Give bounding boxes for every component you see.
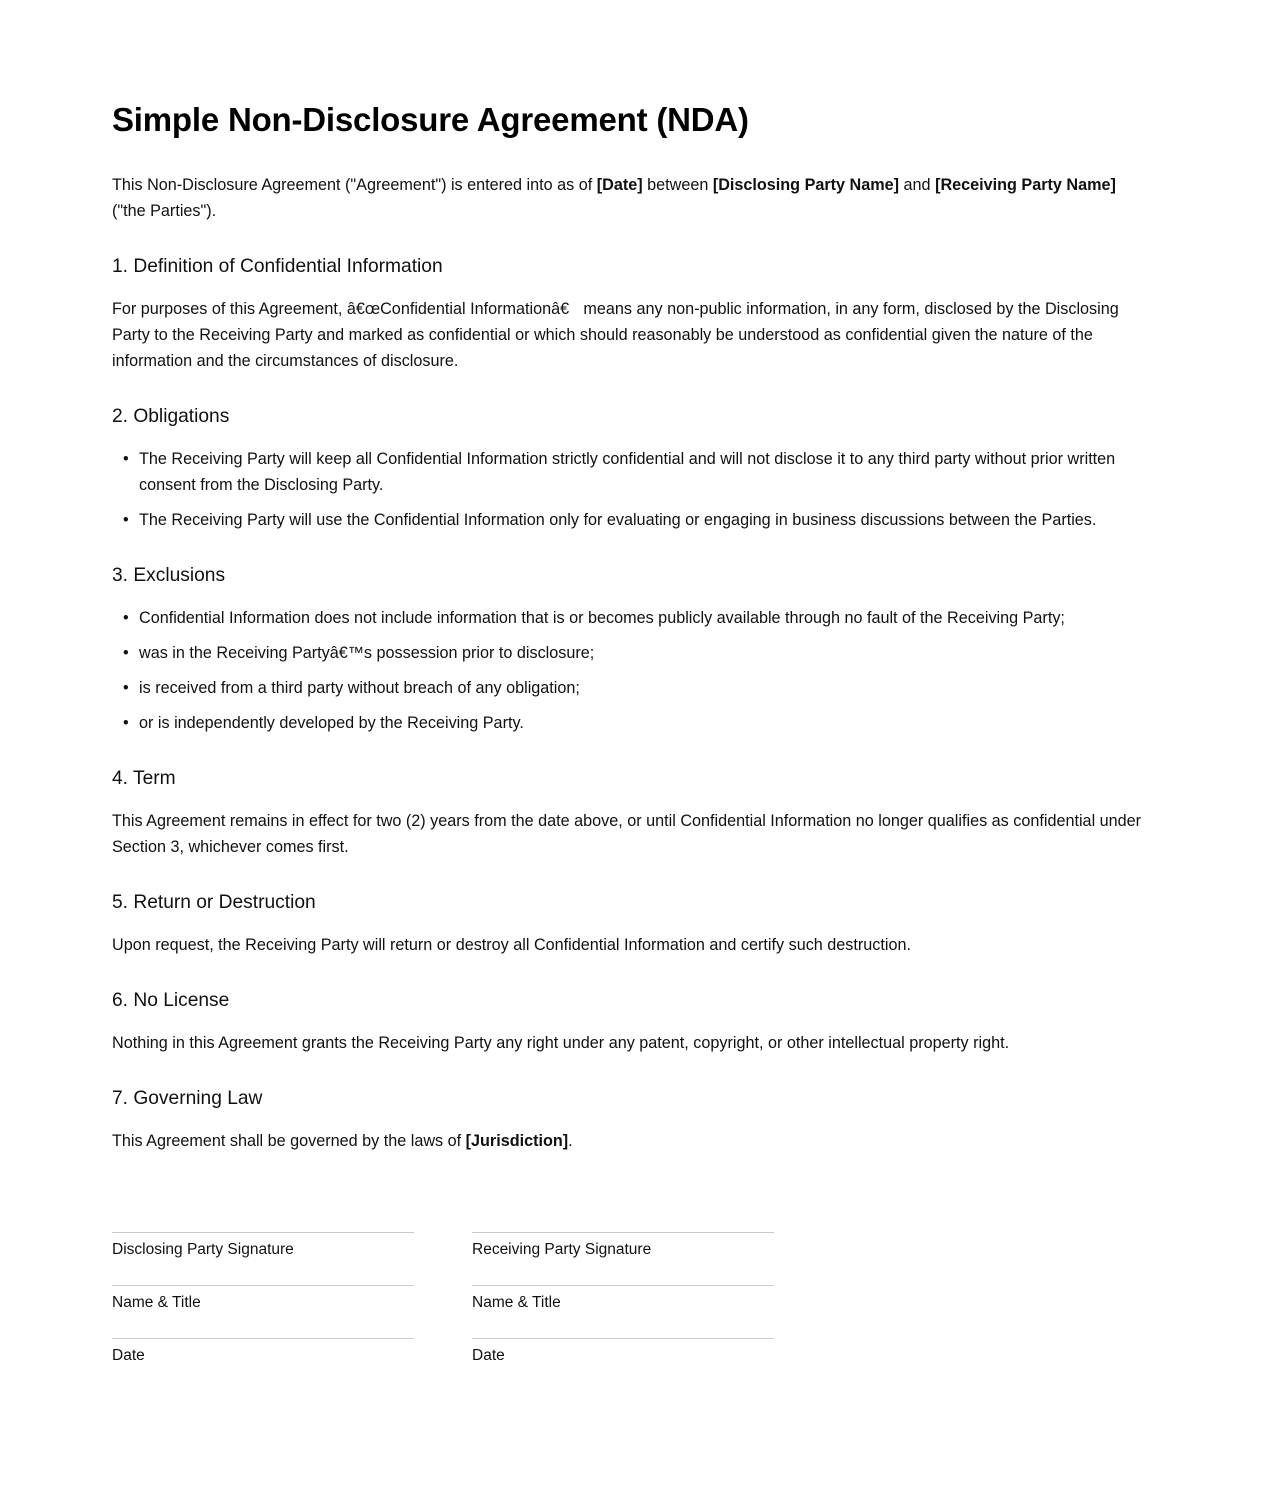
bottom-spacer [112,1391,1145,1487]
section-definition [112,254,1145,374]
signature-rule [112,1285,414,1286]
signature-rule [472,1285,774,1286]
signature-rule [472,1338,774,1339]
section-heading-definition: 1. Definition of Confidential Information [112,255,443,277]
intro-text-part3: and [899,175,936,194]
disclosing-party-signature-field[interactable] [112,1232,414,1261]
date-placeholder: [Date] [596,175,643,194]
list-item: • is received from a third party without breach of any obligation; [112,675,1145,701]
signature-area [112,1232,1145,1391]
list-item: • The Receiving Party will keep all Confidential Information strictly confidential and will not disclose it to any third party without prior written consent from the Disclosing Party. [112,446,1145,498]
receiving-party-placeholder: [Receiving Party Name] [935,175,1116,194]
signature-column-receiving-party [472,1232,774,1391]
section-heading-exclusions: 3. Exclusions [112,564,226,586]
section-heading-term: 4. Term [112,767,176,789]
section-paragraph-return-or-destruction: Upon request, the Receiving Party will return or destroy all Confidential Information and certify such destruction. [112,935,911,954]
list-item: • Confidential Information does not include information that is or becomes publicly available through no fault of the Receiving Party; [112,605,1145,631]
section-heading-governing-law: 7. Governing Law [112,1087,263,1109]
section-exclusions [112,563,1145,736]
disclosing-party-placeholder: [Disclosing Party Name] [712,175,900,194]
obligations-list [112,446,1145,533]
disclosing-party-name-title-field[interactable] [112,1285,414,1314]
list-item: • was in the Receiving Partyâ€™s possession prior to disclosure; [112,640,1145,666]
intro-text-part1: This Non-Disclosure Agreement ("Agreement") is entered into as of [112,175,597,194]
intro-paragraph [112,172,1145,224]
disclosing-party-date-label: Date [112,1346,145,1364]
section-heading-obligations: 2. Obligations [112,405,230,427]
receiving-party-date-field[interactable] [472,1338,774,1367]
jurisdiction-placeholder: [Jurisdiction] [465,1131,569,1150]
receiving-party-signature-label: Receiving Party Signature [472,1240,652,1258]
receiving-party-date-label: Date [472,1346,505,1364]
disclosing-party-signature-label: Disclosing Party Signature [112,1240,294,1258]
exclusions-list [112,605,1145,736]
section-paragraph-definition: For purposes of this Agreement, â€œConfidential Informationâ€ means any non-public information, in any form, disclosed by the Disclosing Party to the Receiving Party and marked as confidential or which should reasonably be understood as confidential given the nature of the information and the circumstances of disclosure. [112,299,1119,370]
section-obligations [112,404,1145,533]
intro-text-part2: between [642,175,713,194]
section-governing-law [112,1086,1145,1154]
section-heading-return-or-destruction: 5. Return or Destruction [112,891,316,913]
intro-text-part4: ("the Parties"). [112,201,217,220]
governing-law-part1: This Agreement shall be governed by the laws of [112,1131,466,1150]
section-return-or-destruction [112,890,1145,958]
list-item: • The Receiving Party will use the Confidential Information only for evaluating or engaging in business discussions between the Parties. [112,507,1145,533]
section-no-license [112,988,1145,1056]
section-heading-no-license: 6. No License [112,989,230,1011]
section-paragraph-no-license: Nothing in this Agreement grants the Receiving Party any right under any patent, copyright, or other intellectual property right. [112,1033,1010,1052]
receiving-party-signature-field[interactable] [472,1232,774,1261]
signature-rule [472,1232,774,1233]
section-term [112,766,1145,860]
page-title: Simple Non-Disclosure Agreement (NDA) [112,101,749,138]
disclosing-party-date-field[interactable] [112,1338,414,1367]
section-paragraph-term: This Agreement remains in effect for two (2) years from the date above, or until Confidential Information no longer qualifies as confidential under Section 3, whichever comes first. [112,811,1142,856]
receiving-party-name-title-label: Name & Title [472,1293,561,1311]
section-paragraph-governing-law [112,1128,1145,1154]
disclosing-party-name-title-label: Name & Title [112,1293,201,1311]
receiving-party-name-title-field[interactable] [472,1285,774,1314]
signature-rule [112,1232,414,1233]
signature-rule [112,1338,414,1339]
list-item: • or is independently developed by the Receiving Party. [112,710,1145,736]
signature-column-disclosing-party [112,1232,414,1391]
governing-law-part2: . [568,1131,573,1150]
